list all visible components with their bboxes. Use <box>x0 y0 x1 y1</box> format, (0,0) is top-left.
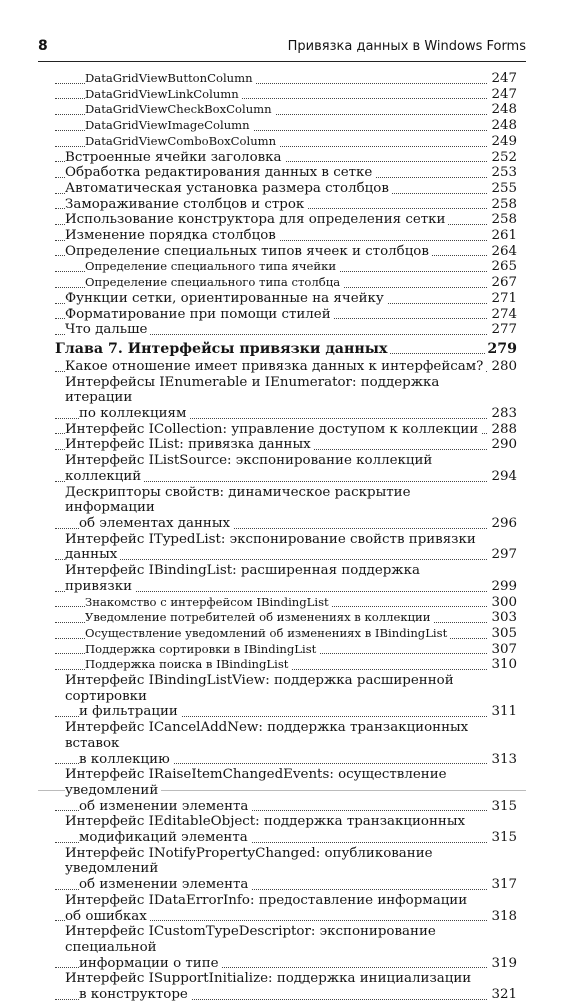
toc-page-number: 315 <box>491 830 517 846</box>
toc-entry <box>55 422 517 438</box>
header-rule <box>38 61 526 62</box>
toc-entry <box>55 228 517 244</box>
toc-entry <box>55 102 517 118</box>
toc-entry-title: Интерфейс ICustomTypeDescriptor: экспонирование специальной <box>65 924 436 955</box>
toc-entry-title: Интерфейс IDataErrorInfo: предоставление информации об ошибках <box>65 892 468 924</box>
toc-page-number: 297 <box>491 547 517 563</box>
toc-page-number: 296 <box>491 515 517 531</box>
toc-entry <box>55 307 517 323</box>
toc-page-number: 288 <box>491 421 517 437</box>
toc-entry-title: в конструкторе <box>79 987 191 1002</box>
toc-entry-title: Функции сетки, ориентированные на ячейку <box>65 291 387 306</box>
toc-page-number: 305 <box>491 625 517 641</box>
toc-entry-title: Интерфейс IEditableObject: поддержка транзакционных <box>65 814 468 829</box>
toc-entry <box>55 799 517 815</box>
toc-page-number: 267 <box>491 275 517 291</box>
toc-page-number: 249 <box>491 133 517 149</box>
toc-page-number: 307 <box>491 641 517 657</box>
toc-entry <box>55 595 517 611</box>
toc-page-number: 271 <box>491 290 517 306</box>
toc-entry <box>55 291 517 307</box>
toc-page-number: 290 <box>491 437 517 453</box>
toc-page-number: 315 <box>491 798 517 814</box>
toc-entry-title: Интерфейс ITypedList: экспонирование свойств привязки данных <box>65 531 476 563</box>
toc-entry-title: DataGridViewButtonColumn <box>85 71 256 85</box>
toc-chapter-heading <box>55 340 517 358</box>
toc-entry <box>55 197 517 213</box>
toc-page-number: 248 <box>491 118 517 134</box>
toc-page-number: 279 <box>487 340 517 357</box>
toc-entry-title: Интерфейс IListSource: экспонирование коллекций коллекций <box>65 453 433 484</box>
toc-page-number: 321 <box>491 987 517 1003</box>
toc-entry-title: Определение специального типа столбца <box>85 275 343 289</box>
toc-entry-title: Дескрипторы свойств: динамическое раскрытие информации <box>65 484 411 516</box>
toc-entry-title: Обработка редактирования данных в сетке <box>65 165 375 180</box>
toc-entry <box>55 814 517 830</box>
toc-entry <box>55 673 517 704</box>
toc-page-number: 247 <box>491 86 517 102</box>
toc-page-number: 261 <box>491 228 517 244</box>
table-of-contents <box>55 71 517 1003</box>
toc-entry-title: Встроенные ячейки заголовка <box>65 150 285 165</box>
toc-entry-title: Изменение порядка столбцов <box>65 228 279 243</box>
toc-entry <box>55 437 517 453</box>
toc-page-number: 310 <box>491 657 517 673</box>
toc-entry <box>55 259 517 275</box>
toc-entry-title: DataGridViewCheckBoxColumn <box>85 102 275 116</box>
toc-entry-title: DataGridViewLinkColumn <box>85 87 242 101</box>
toc-page-number: 318 <box>491 908 517 924</box>
page-number: 8 <box>38 38 48 54</box>
toc-entry-title: об изменении элемента <box>79 877 251 892</box>
toc-entry <box>55 532 517 563</box>
toc-entry <box>55 971 517 987</box>
toc-entry-title: информации о типе <box>79 956 222 971</box>
toc-entry-title: Осуществление уведомлений об изменениях в IBindingList <box>85 626 450 640</box>
toc-entry-title: модификаций элемента <box>79 830 251 845</box>
toc-entry-title: Интерфейс IBindingListView: поддержка расширенной сортировки <box>65 673 454 704</box>
toc-entry-title: Определение специальных типов ячеек и столбцов <box>65 244 432 259</box>
toc-entry <box>55 516 517 532</box>
toc-entry <box>55 563 517 594</box>
toc-entry-title: Интерфейс ISupportInitialize: поддержка инициализации <box>65 971 474 986</box>
toc-entry <box>55 322 517 338</box>
toc-page-number: 258 <box>491 196 517 212</box>
toc-entry <box>55 877 517 893</box>
toc-entry <box>55 767 517 798</box>
toc-page-number: 252 <box>491 149 517 165</box>
toc-entry-title: DataGridViewImageColumn <box>85 118 253 132</box>
toc-page-number: 294 <box>491 468 517 484</box>
toc-entry <box>55 275 517 291</box>
toc-page-number: 258 <box>491 212 517 228</box>
toc-entry <box>55 375 517 406</box>
toc-page-number: 299 <box>491 578 517 594</box>
toc-entry <box>55 642 517 658</box>
toc-entry <box>55 244 517 260</box>
toc-page-number: 319 <box>491 955 517 971</box>
toc-entry-title: по коллекциям <box>79 406 189 421</box>
toc-entry-title: Глава 7. Интерфейсы привязки данных <box>55 341 390 357</box>
toc-entry-title: Какое отношение имеет привязка данных к интерфейсам? <box>65 359 486 374</box>
toc-entry <box>55 720 517 751</box>
toc-entry <box>55 704 517 720</box>
toc-entry <box>55 956 517 972</box>
toc-entry <box>55 165 517 181</box>
toc-entry <box>55 118 517 134</box>
toc-entry-title: Что дальше <box>65 322 150 337</box>
toc-entry <box>55 610 517 626</box>
toc-entry-title: Интерфейс IBindingList: расширенная поддержка привязки <box>65 563 420 594</box>
toc-entry-title: Интерфейсы IEnumerable и IEnumerator: поддержка итерации <box>65 374 440 406</box>
toc-entry <box>55 485 517 516</box>
toc-entry <box>55 406 517 422</box>
toc-page-number: 253 <box>491 165 517 181</box>
toc-page-number: 317 <box>491 877 517 893</box>
page-header <box>38 38 526 58</box>
toc-entry-title: Форматирование при помощи стилей <box>65 307 334 322</box>
toc-page-number: 274 <box>491 306 517 322</box>
toc-entry-title: об элементах данных <box>79 516 233 531</box>
toc-entry-title: Интерфейс INotifyPropertyChanged: опубликование уведомлений <box>65 845 433 877</box>
toc-entry-title: Уведомление потребителей об изменениях в коллекции <box>85 610 434 624</box>
toc-entry <box>55 893 517 924</box>
toc-entry-title: Интерфейс ICancelAddNew: поддержка транзакционных вставок <box>65 720 469 751</box>
toc-page-number: 280 <box>491 358 517 374</box>
toc-entry-title: Замораживание столбцов и строк <box>65 197 307 212</box>
toc-entry-title: Определение специального типа ячейки <box>85 259 339 273</box>
toc-entry-title: Интерфейс ICollection: управление доступом к коллекции <box>65 422 481 437</box>
toc-entry-title: Поддержка сортировки в IBindingList <box>85 642 319 656</box>
toc-entry-title: об изменении элемента <box>79 799 251 814</box>
toc-page-number: 255 <box>491 180 517 196</box>
toc-page-number: 248 <box>491 102 517 118</box>
toc-entry-title: Использование конструктора для определения сетки <box>65 212 448 227</box>
toc-entry <box>55 626 517 642</box>
toc-entry <box>55 657 517 673</box>
toc-entry-title: Поддержка поиска в IBindingList <box>85 657 291 671</box>
toc-page-number: 303 <box>491 610 517 626</box>
toc-entry <box>55 359 517 375</box>
toc-page-number: 277 <box>491 322 517 338</box>
toc-entry-title: Интерфейс IRaiseItemChangedEvents: осуществление уведомлений <box>65 767 447 798</box>
toc-entry <box>55 71 517 87</box>
toc-entry <box>55 752 517 768</box>
toc-entry <box>55 134 517 150</box>
toc-page-number: 247 <box>491 71 517 86</box>
toc-entry <box>55 924 517 955</box>
toc-page-number: 311 <box>491 704 517 720</box>
toc-entry <box>55 830 517 846</box>
toc-page-number: 264 <box>491 243 517 259</box>
running-title: Привязка данных в Windows Forms <box>287 39 526 54</box>
toc-entry <box>55 987 517 1003</box>
toc-entry-title: DataGridViewComboBoxColumn <box>85 134 279 148</box>
toc-entry <box>55 453 517 484</box>
toc-entry-title: Интерфейс IList: привязка данных <box>65 437 314 452</box>
toc-page-number: 313 <box>491 751 517 767</box>
toc-entry <box>55 181 517 197</box>
toc-entry-title: Знакомство с интерфейсом IBindingList <box>85 595 332 609</box>
toc-page-number: 300 <box>491 594 517 610</box>
toc-entry <box>55 150 517 166</box>
toc-entry <box>55 87 517 103</box>
toc-page-number: 283 <box>491 406 517 422</box>
toc-page-number: 265 <box>491 259 517 275</box>
toc-entry-title: в коллекцию <box>79 752 173 767</box>
toc-entry <box>55 212 517 228</box>
toc-entry-title: Автоматическая установка размера столбцов <box>65 181 392 196</box>
toc-entry-title: и фильтрации <box>79 704 181 719</box>
toc-entry <box>55 846 517 877</box>
